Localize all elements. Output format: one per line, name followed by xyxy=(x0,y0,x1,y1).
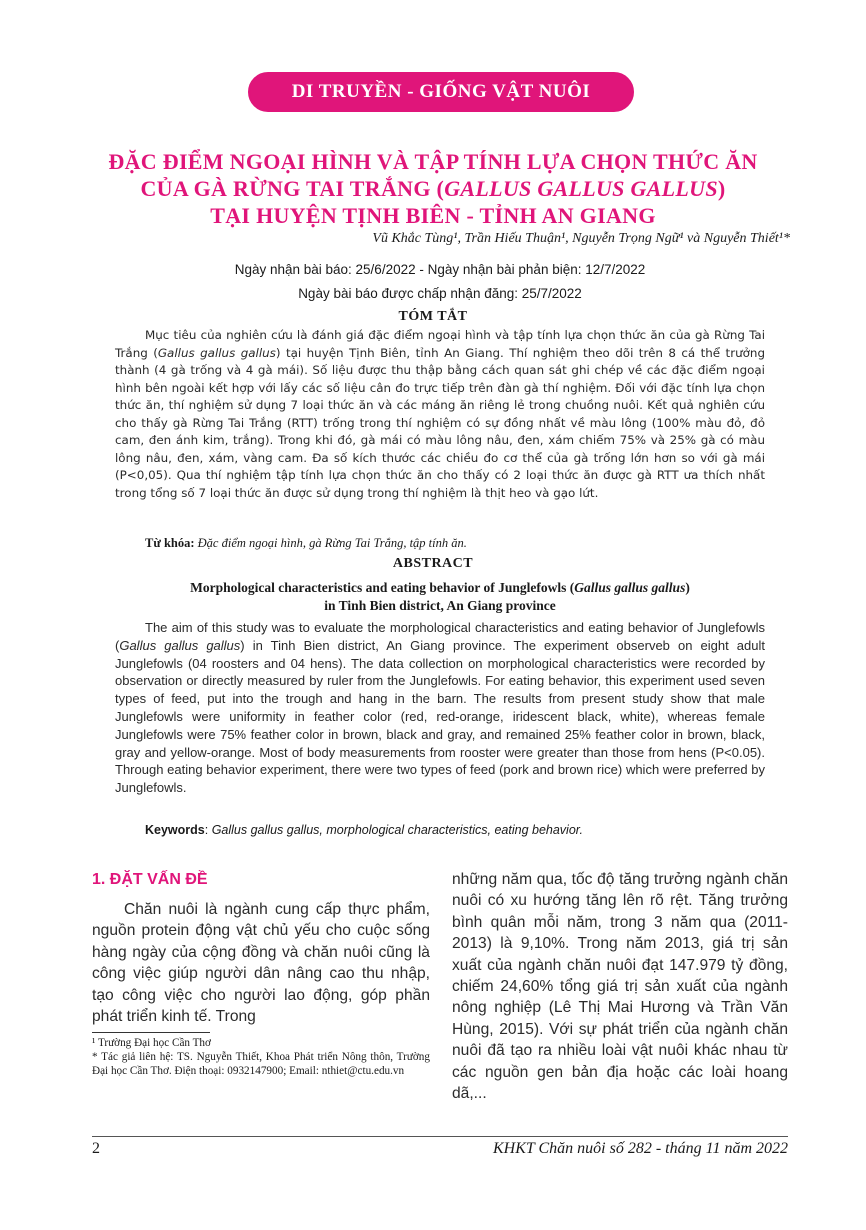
title-line-3: TẠI HUYỆN TỊNH BIÊN - TỈNH AN GIANG xyxy=(210,203,656,228)
title-line-2: CỦA GÀ RỪNG TAI TRẮNG (GALLUS GALLUS GALLUS) xyxy=(140,176,726,201)
english-title: Morphological characteristics and eating behavior of Junglefowls (Gallus gallus gallus) in Tinh Bien district, An Giang province xyxy=(190,580,690,613)
abstract-heading: ABSTRACT xyxy=(392,556,474,571)
author-list: Vũ Khắc Tùng¹, Trần Hiếu Thuận¹, Nguyễn Trọng Ngữ¹ và Nguyễn Thiết¹* xyxy=(372,231,790,246)
footer-divider xyxy=(92,1136,788,1137)
footnote-contact: * Tác giả liên hệ: TS. Nguyễn Thiết, Khoa Phát triển Nông thôn, Trường Đại học Cần Thơ. Điện thoại: 0932147900; Email: nthiet@ctu.edu.vn xyxy=(92,1051,430,1077)
summary-heading: TÓM TẮT xyxy=(398,309,468,324)
summary-vi: Mục tiêu của nghiên cứu là đánh giá đặc điểm ngoại hình và tập tính lựa chọn thức ăn của gà Rừng Tai Trắng (Gallus gallus gallus) tại huyện Tịnh Biên, tỉnh An Giang. Thí nghiệm theo dõi trên 8 cá thể trưởng thành (4 gà trống và 4 gà mái). Số liệu được thu thập bằng cách quan sát ghi chép về các đặc điểm ngoại hình bên ngoài kết hợp với lấy các số liệu cân đo trực tiếp trên đàn gà thí nghiệm. Đối với đặc tính lựa chọn thức ăn, thí nghiệm sử dụng 7 loại thức ăn và các máng ăn riêng lẻ trong chuồng nuôi. Kết quả nghiên cứu cho thấy gà Rừng Tai Trắng (RTT) trống trong thí nghiệm có sự đồng nhất về màu lông (100% màu đỏ, đỏ cam, đen ánh kim, trắng). Trong khi đó, gà mái có màu lông nâu, đen, xám chiếm 75% và 25% gà có màu lông nâu, đen, xám, vàng cam. Đa số kích thước các chiều đo cơ thể của gà trống lớn hơn so với gà mái (P<0,05). Qua thí nghiệm tập tính lựa chọn thức ăn cho thấy có 2 loại thức ăn được gà RTT ưa thích nhất trong tổng số 7 loại thức ăn được sử dụng trong thí nghiệm là thịt heo và gạo lứt. xyxy=(115,328,765,500)
body-right-column: những năm qua, tốc độ tăng trưởng ngành chăn nuôi có xu hướng tăng lên rõ rệt. Tăng trưởng bình quân mỗi năm, trong 3 năm qua (2011-2013) là 9,10%. Trong năm 2013, giá trị sản xuất của ngành chăn nuôi đạt 147.979 tỷ đồng, chiếm 24,60% tổng giá trị sản xuất của ngành nông nghiệp (Lê Thị Mai Hương và Trần Văn Hùng, 2015). Với sự phát triển của ngành chăn nuôi đã tạo ra nhiều loài vật nuôi khác nhau từ các nguồn gen bản địa hoặc các loài hoang dã,... xyxy=(452,871,788,1103)
keywords-vi: Từ khóa: Đặc điểm ngoại hình, gà Rừng Tai Trắng, tập tính ăn. xyxy=(145,536,467,550)
footnotes xyxy=(92,1036,430,1078)
accepted-date: Ngày bài báo được chấp nhận đăng: 25/7/2022 xyxy=(298,286,582,301)
abstract-en: The aim of this study was to evaluate the morphological characteristics and eating behavior of Junglefowls (Gallus gallus gallus) in Tinh Bien district, An Giang province. The experiment observeb on eight adult Junglefowls (04 roosters and 04 hens). The data collection on morphological characteristics were recorded by observation or directly measured by ruler from the Junglefowls. For eating behavior, this experiment used seven types of feed, put into the trough and hang in the barn. The results from present study show that male Junglefowls were uniformity in feather color (red, red-orange, iridescent black, white), whereas female Junglefowls were 75% feather color in brown, black and gray, and remained 25% feather color in brown, black, gray and yellow-orange. Most of body measurements from rooster were greater than those from hens (P<0.05). Through eating behavior experiment, there were two types of feed (pork and brown rice) which were preferred by Junglefowls. xyxy=(115,620,765,796)
title-species: GALLUS GALLUS GALLUS xyxy=(444,176,718,201)
footnote-affiliation: ¹ Trường Đại học Cần Thơ xyxy=(92,1037,211,1049)
keywords-en: Keywords: Gallus gallus gallus, morphological characteristics, eating behavior. xyxy=(145,823,583,837)
body-left-column: Chăn nuôi là ngành cung cấp thực phẩm, nguồn protein động vật chủ yếu cho cuộc sống hàng ngày của cộng đồng và chăn nuôi cũng là công việc giúp người dân nâng cao thu nhập, tạo công việc cho người lao động, góp phần phát triển kinh tế. Trong xyxy=(92,901,430,1026)
section-1-heading: 1. ĐẶT VẤN ĐỀ xyxy=(92,871,208,888)
article-title xyxy=(40,148,826,229)
footnote-divider xyxy=(92,1032,210,1033)
title-line-1: ĐẶC ĐIỂM NGOẠI HÌNH VÀ TẬP TÍNH LỰA CHỌN THỨC ĂN xyxy=(108,149,758,174)
page-number: 2 xyxy=(92,1140,100,1157)
section-label: DI TRUYỀN - GIỐNG VẬT NUÔI xyxy=(248,72,634,112)
journal-citation: KHKT Chăn nuôi số 282 - tháng 11 năm 2022 xyxy=(493,1140,788,1157)
received-dates: Ngày nhận bài báo: 25/6/2022 - Ngày nhận bài phản biện: 12/7/2022 xyxy=(234,262,646,277)
